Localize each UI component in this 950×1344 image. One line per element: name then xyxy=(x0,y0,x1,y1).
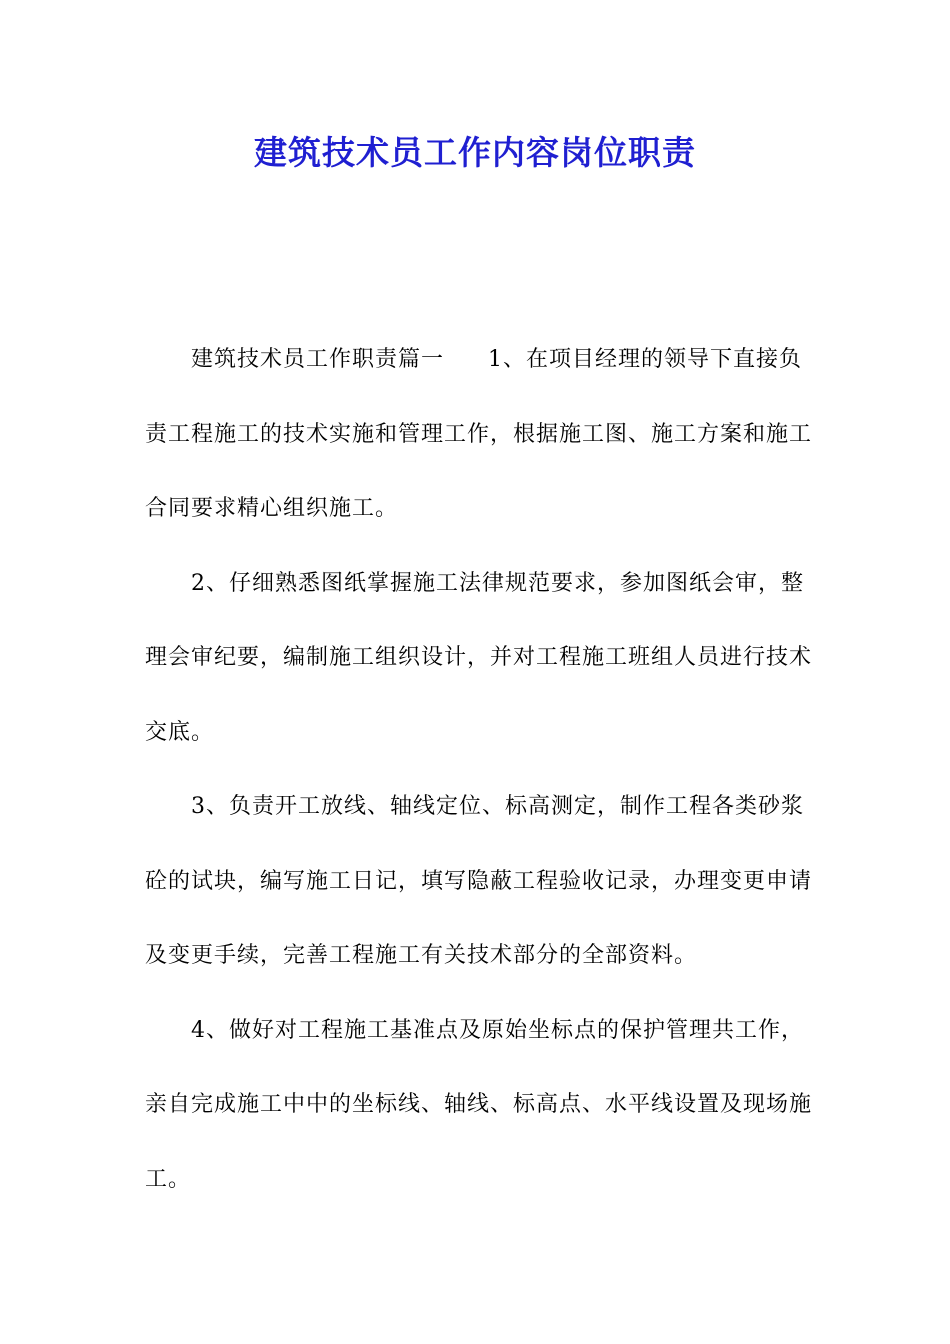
document-title: 建筑技术员工作内容岗位职责 xyxy=(254,133,696,172)
paragraph-1 xyxy=(145,323,815,547)
paragraph-2: 2、仔细熟悉图纸掌握施工法律规范要求，参加图纸会审，整理会审纪要，编制施工组织设计，并对工程施工班组人员进行技术交底。 xyxy=(145,570,813,745)
document-body xyxy=(145,323,815,1217)
paragraph-3: 3、负责开工放线、轴线定位、标高测定，制作工程各类砂浆砼的试块，编写施工日记，填写隐蔽工程验收记录，办理变更申请及变更手续，完善工程施工有关技术部分的全部资料。 xyxy=(145,794,813,968)
paragraph-4: 4、做好对工程施工基准点及原始坐标点的保护管理共工作，亲自完成施工中中的坐标线、轴线、标高点、水平线设置及现场施工。 xyxy=(145,1017,813,1192)
paragraph-1-heading: 建筑技术员工作职责篇一 xyxy=(191,347,445,372)
paragraph-1-text: 1、在项目经理的领导下直接负责工程施工的技术实施和管理工作，根据施工图、施工方案和施工合同要求精心组织施工。 xyxy=(145,347,813,521)
